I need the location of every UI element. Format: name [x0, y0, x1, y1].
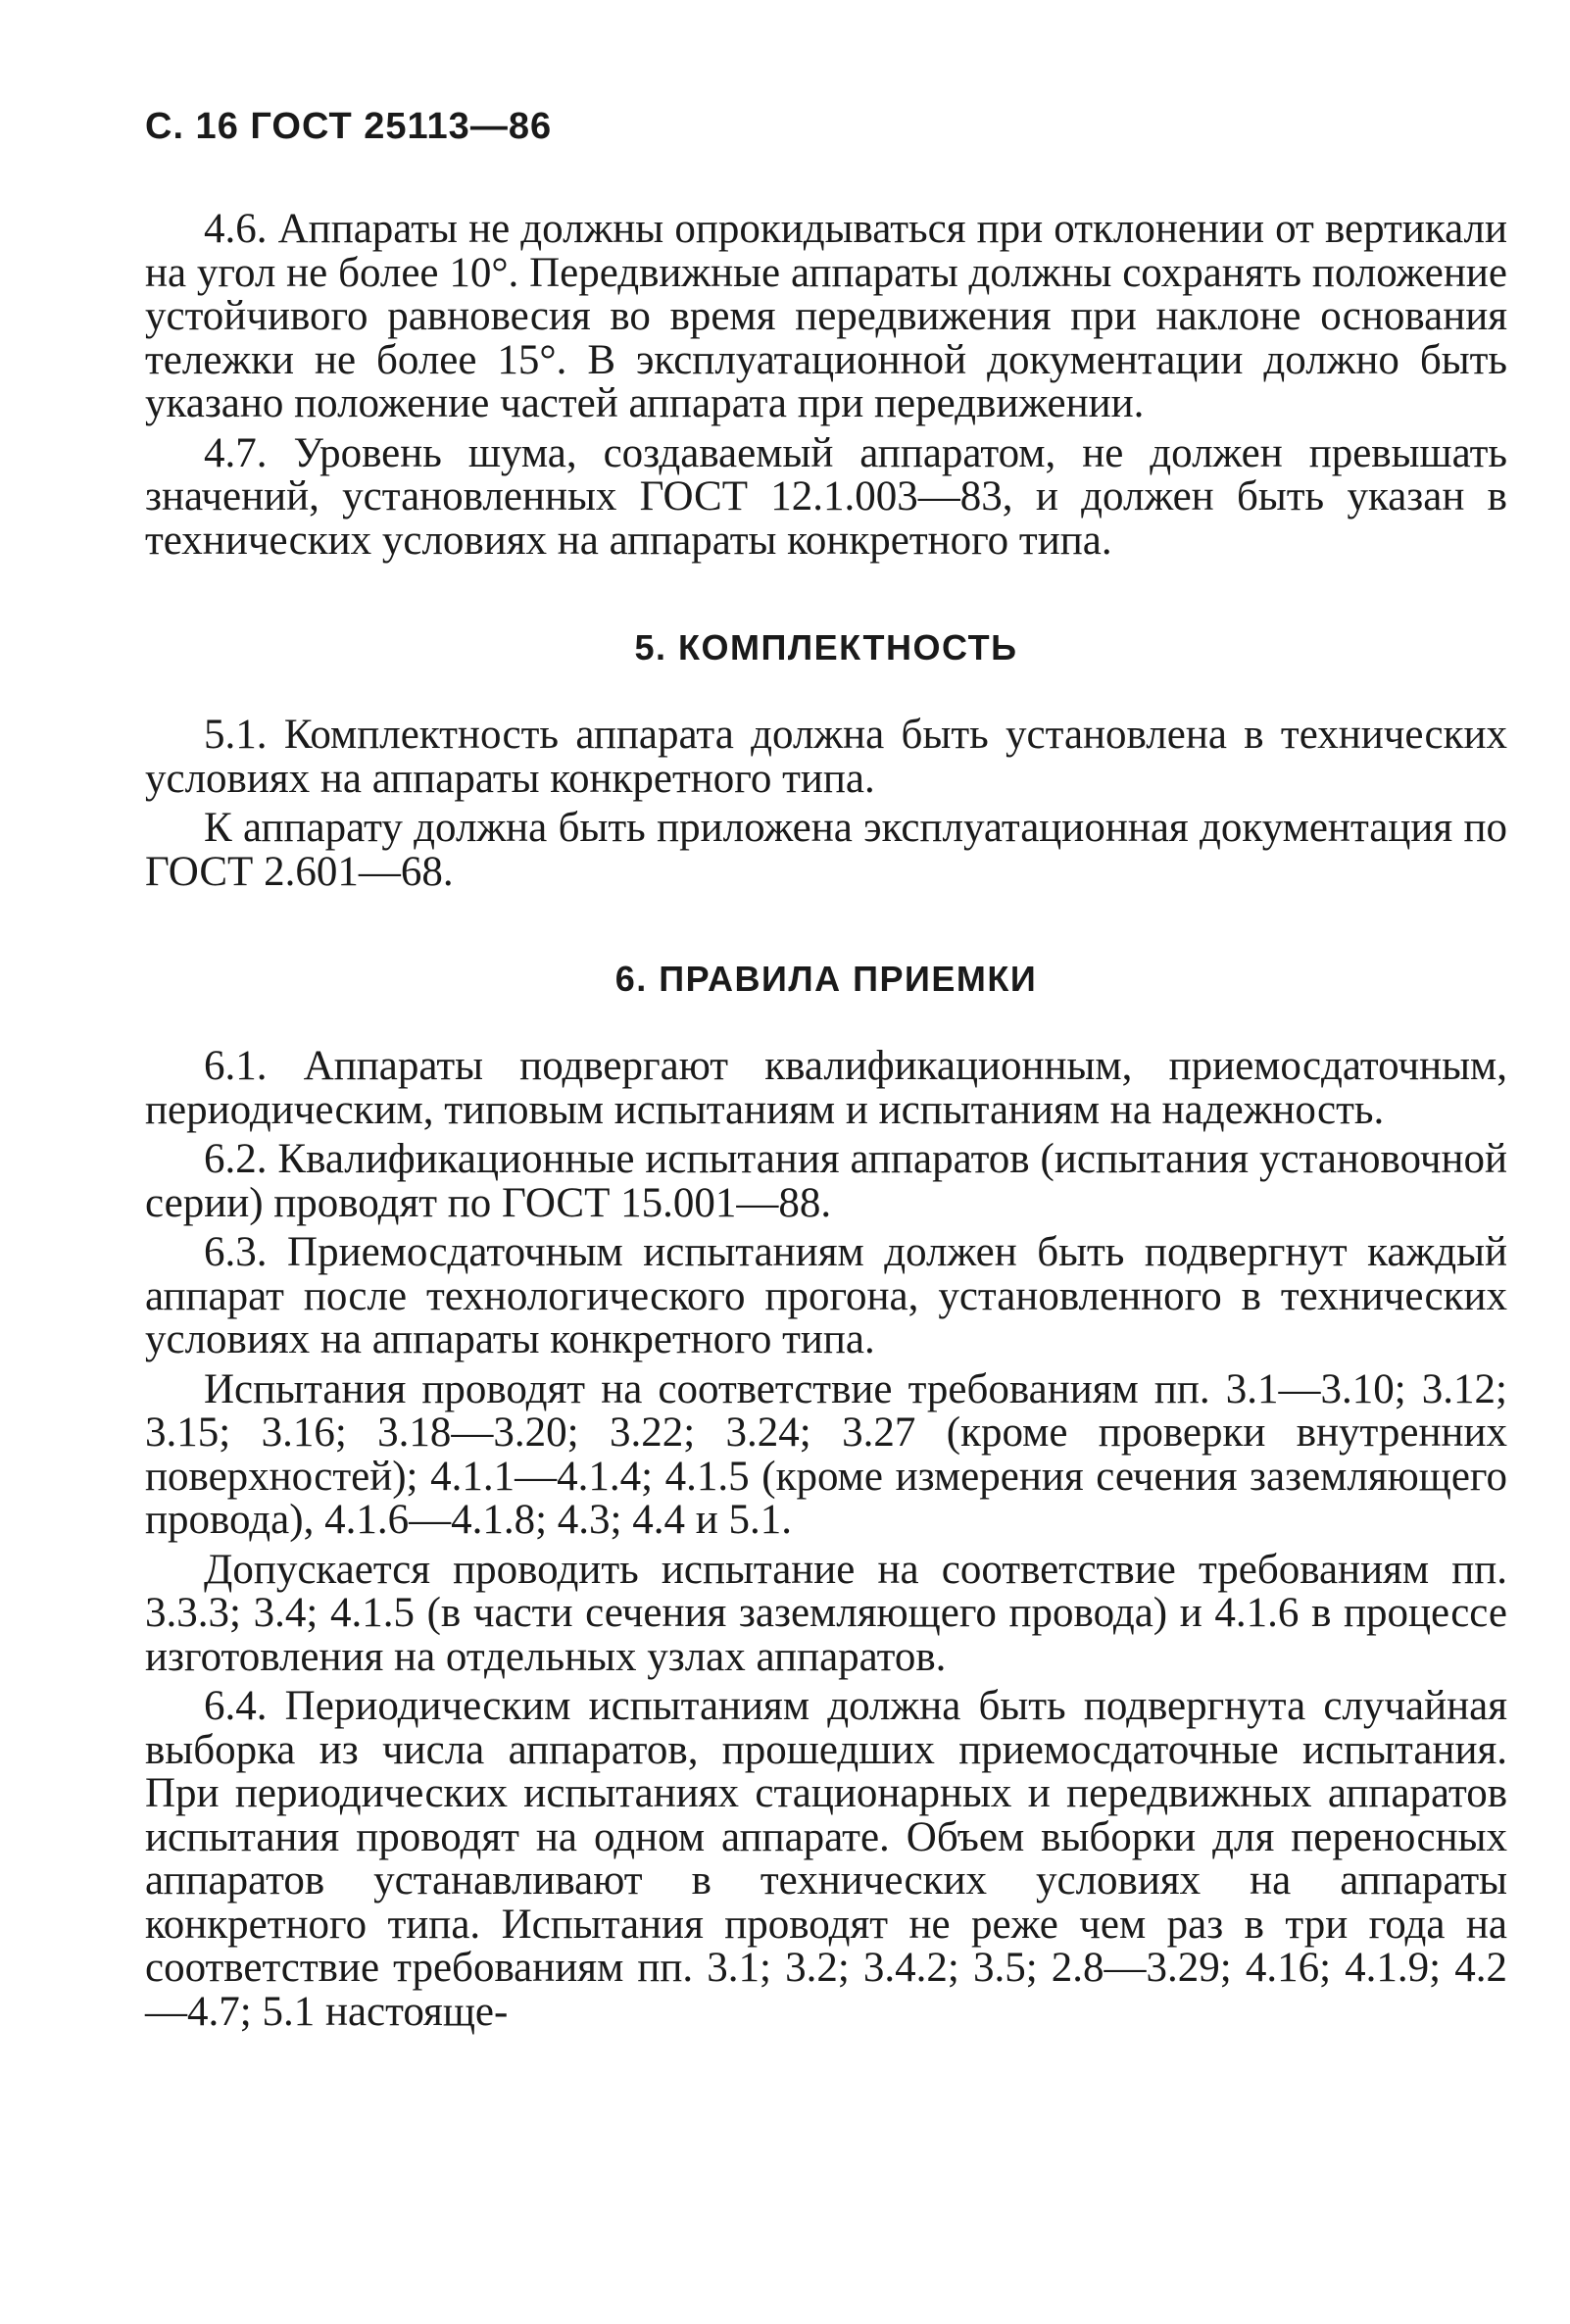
paragraph-6-3: 6.3. Приемосдаточным испытаниям должен быть подвергнут каждый аппарат после технологического прогона, установленного в технических условиях на аппараты конкретного типа.	[145, 1229, 1507, 1362]
paragraph-4-6: 4.6. Аппараты не должны опрокидываться при отклонении от вертикали на угол не более 10°. Передвижные аппараты должны сохранять положение устойчивого равновесия во время передвижения при наклоне основания тележки не более 15°. В эксплуатационной документации должно быть указано положение частей аппарата при передвижении.	[145, 206, 1507, 426]
paragraph-6-3-tests: Испытания проводят на соответствие требованиям пп. 3.1—3.10; 3.12; 3.15; 3.16; 3.18—3.20; 3.22; 3.24; 3.27 (кроме проверки внутренних поверхностей); 4.1.1—4.1.4; 4.1.5 (кроме измерения сечения заземляющего провода), 4.1.6—4.1.8; 4.3; 4.4 и 5.1.	[145, 1365, 1507, 1543]
paragraph-4-7: 4.7. Уровень шума, создаваемый аппаратом, не должен превышать значений, установленных ГОСТ 12.1.003—83, и должен быть указан в технических условиях на аппараты конкретного типа.	[145, 429, 1507, 564]
paragraph-5-1-documentation: К аппарату должна быть приложена эксплуатационная документация по ГОСТ 2.601—68.	[145, 805, 1507, 895]
section-heading-6: 6. ПРАВИЛА ПРИЕМКИ	[614, 959, 1038, 999]
paragraph-6-2: 6.2. Квалификационные испытания аппаратов (испытания установочной серии) проводят по ГОСТ 15.001—88.	[145, 1136, 1507, 1226]
paragraph-6-1: 6.1. Аппараты подвергают квалификационным, приемосдаточным, периодическим, типовым испытаниям и испытаниям на надежность.	[145, 1043, 1507, 1133]
paragraph-5-1: 5.1. Комплектность аппарата должна быть установлена в технических условиях на аппараты конкретного типа.	[145, 712, 1507, 802]
document-body	[145, 208, 1507, 2034]
paragraph-6-3-allowance: Допускается проводить испытание на соответствие требованиям пп. 3.3.3; 3.4; 4.1.5 (в части сечения заземляющего провода) и 4.1.6 в процессе изготовления на отдельных узлах аппаратов.	[145, 1546, 1507, 1680]
section-heading-5: 5. КОМПЛЕКТНОСТЬ	[634, 627, 1018, 668]
page-header: С. 16 ГОСТ 25113—86	[145, 106, 553, 147]
paragraph-6-4: 6.4. Периодическим испытаниям должна быть подвергнута случайная выборка из числа аппаратов, прошедших приемосдаточные испытания. При периодических испытаниях стационарных и передвижных аппаратов испытания проводят на одном аппарате. Объем выборки для переносных аппаратов устанавливают в технических условиях на аппараты конкретного типа. Испытания проводят не реже чем раз в три года на соответствие требованиям пп. 3.1; 3.2; 3.4.2; 3.5; 2.8—3.29; 4.16; 4.1.9; 4.2—4.7; 5.1 настояще-	[145, 1683, 1507, 2035]
